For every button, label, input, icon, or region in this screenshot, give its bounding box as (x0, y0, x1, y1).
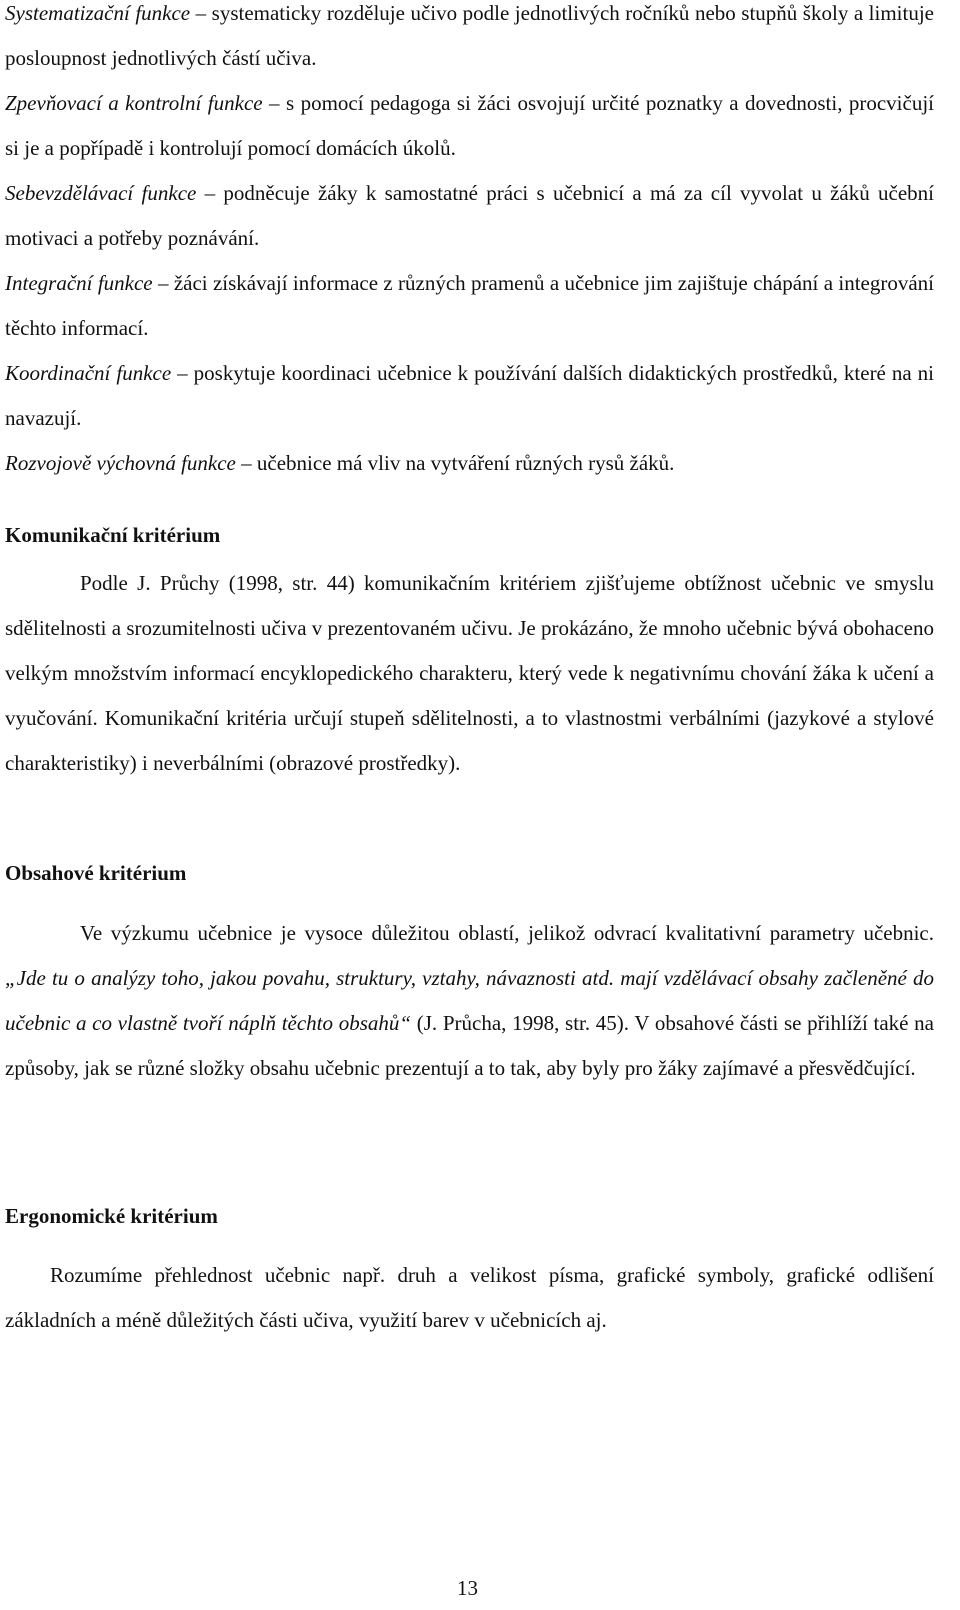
function-term: Sebevzdělávací funkce (5, 181, 197, 205)
function-text: s pomocí pedagoga si žáci osvojují určité poznatky a dovednosti, procvičují si je a popřípadě i kontrolují pomocí domácích úkolů. (5, 91, 935, 160)
function-dash: – (262, 91, 286, 115)
function-term: Integrační funkce (5, 271, 153, 295)
functions-list (5, 0, 934, 486)
section-heading: Obsahové kritérium (5, 861, 187, 885)
section-communication (5, 520, 934, 786)
section-heading: Ergonomické kritérium (5, 1204, 218, 1228)
function-dash: – (196, 181, 224, 205)
function-term: Koordinační funkce (5, 361, 172, 385)
section-content (5, 858, 934, 1091)
function-text: poskytuje koordinaci učebnice k používání dalších didaktických prostředků, které na ni navazují. (5, 361, 935, 430)
function-term: Rozvojově výchovná funkce (5, 451, 236, 475)
function-dash: – (152, 271, 174, 295)
body-text-start: Ve výzkumu učebnice je vysoce důležitou oblastí, jelikož odvrací kvalitativní parametry učebnic. (80, 921, 934, 945)
function-dash: – (235, 451, 257, 475)
function-item-development (5, 441, 934, 486)
section-ergonomic (5, 1201, 934, 1343)
function-item-integration (5, 261, 934, 351)
function-text: podněcuje žáky k samostatné práci s učebnicí a má za cíl vyvolat u žáků učební motivaci a potřeby poznávání. (5, 181, 934, 250)
function-text: systematicky rozděluje učivo podle jednotlivých ročníků nebo stupňů školy a limituje posloupnost jednotlivých částí učiva. (5, 1, 934, 70)
function-term: Systematizační funkce (5, 1, 191, 25)
function-item-coordination (5, 351, 934, 441)
function-text: žáci získávají informace z různých pramenů a učebnice jim zajištuje chápání a integrování těchto informací. (5, 271, 935, 340)
function-item-reinforcement (5, 81, 934, 171)
function-item-self-education (5, 171, 934, 261)
quotation: „Jde tu o analýzy toho, jakou povahu, struktury, vztahy, návaznosti atd. mají vzdělávací obsahy začleněné do učebnic a co vlastně tvoří náplň těchto obsahů“ (5, 966, 934, 1035)
body-text-end: (J. Průcha, 1998, str. 45). V obsahové části se přihlíží také na způsoby, jak se různé složky obsahu učebnic prezentují a to tak, aby byly pro žáky zajímavé a přesvědčující. (5, 1011, 934, 1080)
section-heading: Komunikační kritérium (5, 523, 221, 547)
function-text: učebnice má vliv na vytváření různých rysů žáků. (256, 451, 675, 475)
section-body: Rozumíme přehlednost učebnic např. druh a velikost písma, grafické symboly, grafické odlišení základních a méně důležitých části učiva, využití barev v učebnicích aj. (5, 1263, 934, 1332)
function-dash: – (190, 1, 212, 25)
page-number: 13 (457, 1576, 478, 1600)
function-item-systematization (5, 0, 934, 81)
function-term: Zpevňovací a kontrolní funkce (5, 91, 263, 115)
section-body: Podle J. Průchy (1998, str. 44) komunikačním kritériem zjišťujeme obtížnost učebnic ve smyslu sdělitelnosti a srozumitelnosti učiva v prezentovaném učivu. Je prokázáno, že mnoho učebnic bývá obohaceno velkým množstvím informací encyklopedického charakteru, který vede k negativnímu chování žáka k učení a vyučování. Komunikační kritéria určují stupeň sdělitelnosti, a to vlastnostmi verbálními (jazykové a stylové charakteristiky) i neverbálními (obrazové prostředky). (5, 571, 934, 775)
section-body (5, 911, 934, 1091)
function-dash: – (171, 361, 194, 385)
